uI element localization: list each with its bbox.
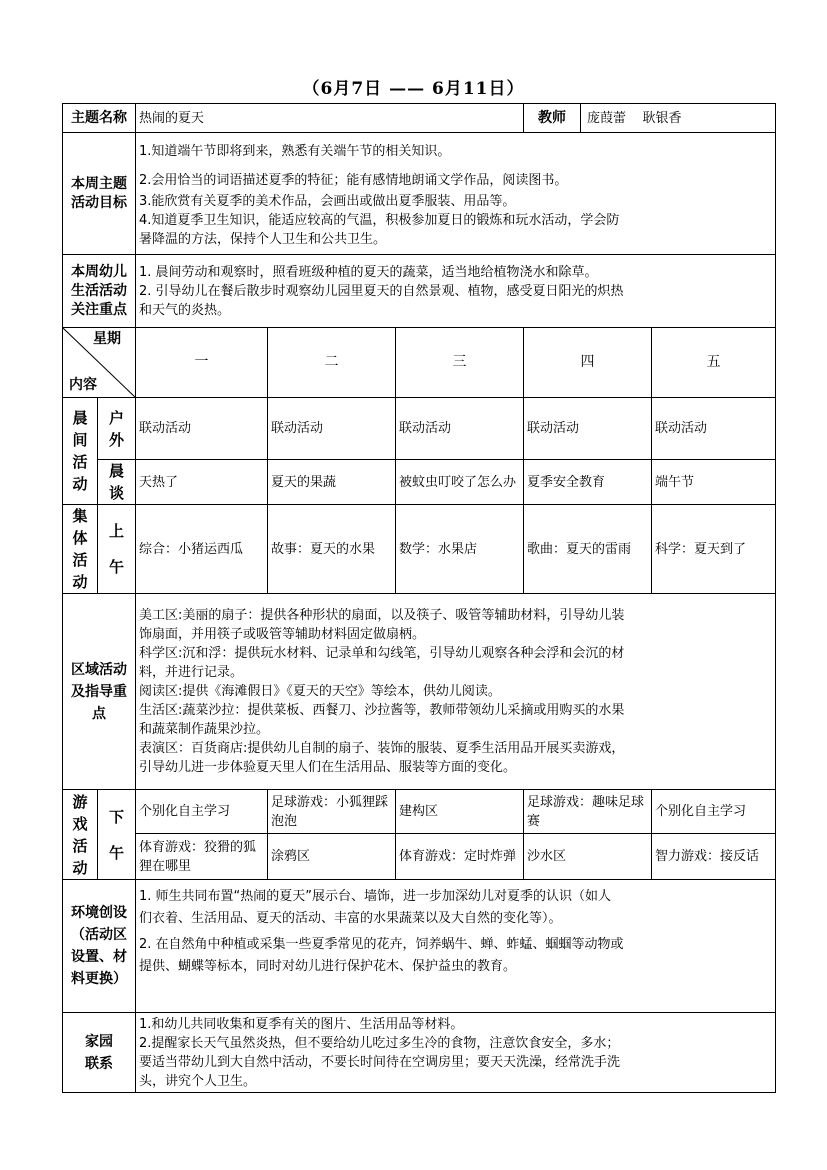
area-line: 引导幼儿进一步体验夏天里人们在生活用品、服装等方面的变化。 <box>139 760 517 775</box>
days-header-row <box>63 328 776 398</box>
area-line: 美工区:美丽的扇子：提供各种形状的扇面，以及筷子、吸管等辅助材料，引导幼儿装 <box>139 608 625 623</box>
morning-talk-row <box>63 460 776 505</box>
goals-label: 本周主题活动目标 <box>63 133 136 255</box>
goal-item: 2.会用恰当的词语描述夏季的特征；能有感情地朗诵文学作品，阅读图书。 <box>139 173 568 188</box>
areas-content <box>136 594 776 790</box>
life-focus-item: 和天气的炎热。 <box>139 302 231 318</box>
game-cell: 足球游戏：趣味足球赛 <box>524 790 652 834</box>
areas-row <box>63 594 776 790</box>
outdoor-cell: 联动活动 <box>652 398 776 460</box>
group-time-text: 上午 <box>108 522 124 576</box>
day-header: 四 <box>524 328 652 398</box>
day-header: 五 <box>652 328 776 398</box>
area-line: 表演区：百货商店:提供幼儿自制的扇子、装饰的服装、夏季生活用品开展买卖游戏， <box>139 741 625 756</box>
group-label-text: 集体活动 <box>72 507 88 591</box>
game-cell: 智力游戏：接反话 <box>652 834 776 880</box>
talk-cell: 端午节 <box>652 460 776 505</box>
life-focus-label: 本周幼儿生活活动关注重点 <box>63 255 136 328</box>
game-cell: 体育游戏：狡猾的狐狸在哪里 <box>136 834 268 880</box>
goal-item: 1.知道端午节即将到来，熟悉有关端午节的相关知识。 <box>139 144 451 159</box>
talk-cell: 被蚊虫叮咬了怎么办 <box>396 460 524 505</box>
life-focus-row <box>63 255 776 328</box>
group-activity-row <box>63 505 776 594</box>
area-line: 饰扇面，并用筷子或吸管等辅助材料固定做扇柄。 <box>139 627 426 642</box>
group-cell: 数学：水果店 <box>396 505 524 594</box>
group-cell: 故事：夏天的水果 <box>268 505 396 594</box>
home-label <box>63 1013 136 1093</box>
game-cell: 足球游戏：小狐狸踩泡泡 <box>268 790 396 834</box>
area-line: 和蔬菜制作蔬果沙拉。 <box>139 722 270 737</box>
group-cell: 科学：夏天到了 <box>652 505 776 594</box>
outdoor-cell: 联动活动 <box>396 398 524 460</box>
home-line: 1.和幼儿共同收集和夏季有关的图片、生活用品等材料。 <box>139 1016 464 1032</box>
day-header: 三 <box>396 328 524 398</box>
page-title: （6月7日 —— 6月11日） <box>302 79 525 99</box>
corner-weekday-label: 星期 <box>93 331 121 347</box>
talk-label-text: 晨谈 <box>108 462 124 502</box>
theme-label: 主题名称 <box>63 104 136 133</box>
environment-label <box>63 880 136 1013</box>
goals-content <box>136 133 776 255</box>
morning-outdoor-row <box>63 398 776 460</box>
area-line: 料，并进行记录。 <box>139 665 244 680</box>
game-cell: 个别化自主学习 <box>136 790 268 834</box>
morning-label-text: 晨间活动 <box>72 409 88 493</box>
outdoor-cell: 联动活动 <box>524 398 652 460</box>
teacher-cell <box>524 104 776 133</box>
home-label-text: 家园联系 <box>85 1033 113 1072</box>
environment-label-text: 环境创设（活动区设置、材料更换） <box>71 905 127 987</box>
game-cell: 体育游戏：定时炸弹 <box>396 834 524 880</box>
group-cell: 综合：小猪运西瓜 <box>136 505 268 594</box>
day-header: 一 <box>136 328 268 398</box>
teacher-label: 教师 <box>524 104 581 132</box>
talk-label <box>98 460 136 505</box>
games-row-2 <box>63 834 776 880</box>
environment-content <box>136 880 776 1013</box>
environment-line: 提供、蝴蝶等标本，同时对幼儿进行保护花木、保护益虫的教育。 <box>139 959 517 974</box>
theme-value: 热闹的夏天 <box>136 104 524 133</box>
life-focus-item: 1. 晨间劳动和观察时，照看班级种植的夏天的蔬菜，适当地给植物浇水和除草。 <box>139 264 598 280</box>
outdoor-label <box>98 398 136 460</box>
games-label-text: 游戏活动 <box>72 792 88 877</box>
games-row-1 <box>63 790 776 834</box>
day-header: 二 <box>268 328 396 398</box>
corner-content-label: 内容 <box>69 377 97 393</box>
home-line: 头，讲究个人卫生。 <box>139 1073 257 1089</box>
weekly-plan-table <box>62 103 776 1093</box>
environment-row <box>63 880 776 1013</box>
goal-item: 3.能欣赏有关夏季的美术作品，会画出或做出夏季服装、用品等。 <box>139 194 516 209</box>
outdoor-label-text: 户外 <box>108 408 124 449</box>
talk-cell: 天热了 <box>136 460 268 505</box>
games-label <box>63 790 98 880</box>
games-time-text: 下午 <box>108 807 124 862</box>
home-row <box>63 1013 776 1093</box>
life-focus-content <box>136 255 776 328</box>
life-focus-item: 2. 引导幼儿在餐后散步时观察幼儿园里夏天的自然景观、植物，感受夏日阳光的炽热 <box>139 283 624 299</box>
game-cell: 沙水区 <box>524 834 652 880</box>
morning-label <box>63 398 98 505</box>
goals-row <box>63 133 776 255</box>
games-time-label <box>98 790 136 880</box>
area-line: 阅读区:提供《海滩假日》《夏天的天空》等绘本，供幼儿阅读。 <box>139 684 501 699</box>
environment-line: 1. 师生共同布置“热闹的夏天”展示台、墙饰，进一步加深幼儿对夏季的认识（如人 <box>139 889 612 904</box>
theme-row <box>63 104 776 133</box>
outdoor-cell: 联动活动 <box>136 398 268 460</box>
group-cell: 歌曲：夏天的雷雨 <box>524 505 652 594</box>
area-line: 生活区:蔬菜沙拉：提供菜板、西餐刀、沙拉酱等，教师带领幼儿采摘或用购买的水果 <box>139 703 625 718</box>
home-line: 2.提醒家长天气虽然炎热，但不要给幼儿吃过多生冷的食物，注意饮食安全，多水； <box>139 1035 620 1051</box>
home-line: 要适当带幼儿到大自然中活动，不要长时间待在空调房里；要天天洗澡，经常洗手洗 <box>139 1054 621 1070</box>
game-cell: 涂鸦区 <box>268 834 396 880</box>
goal-item: 4.知道夏季卫生知识，能适应较高的气温，积极参加夏日的锻炼和玩水活动，学会防 <box>139 213 620 228</box>
environment-line: 2. 在自然角中种植或采集一些夏季常见的花卉，饲养蜗牛、蝉、蚱蜢、蝈蝈等动物或 <box>139 937 624 952</box>
goal-item: 暑降温的方法，保持个人卫生和公共卫生。 <box>139 232 387 247</box>
talk-cell: 夏季安全教育 <box>524 460 652 505</box>
game-cell: 个别化自主学习 <box>652 790 776 834</box>
group-label <box>63 505 98 594</box>
outdoor-cell: 联动活动 <box>268 398 396 460</box>
environment-line: 们衣着、生活用品、夏天的活动、丰富的水果蔬菜以及大自然的变化等）。 <box>139 911 562 926</box>
group-time-label <box>98 505 136 594</box>
areas-label <box>63 594 136 790</box>
corner-cell <box>63 328 136 398</box>
teacher-names: 庞葭蕾 耿银香 <box>587 110 682 126</box>
area-line: 科学区:沉和浮：提供玩水材料、记录单和勾线笔，引导幼儿观察各种会浮和会沉的材 <box>139 646 625 661</box>
game-cell: 建构区 <box>396 790 524 834</box>
talk-cell: 夏天的果蔬 <box>268 460 396 505</box>
areas-label-text: 区域活动及指导重点 <box>71 661 127 722</box>
home-content <box>136 1013 776 1093</box>
